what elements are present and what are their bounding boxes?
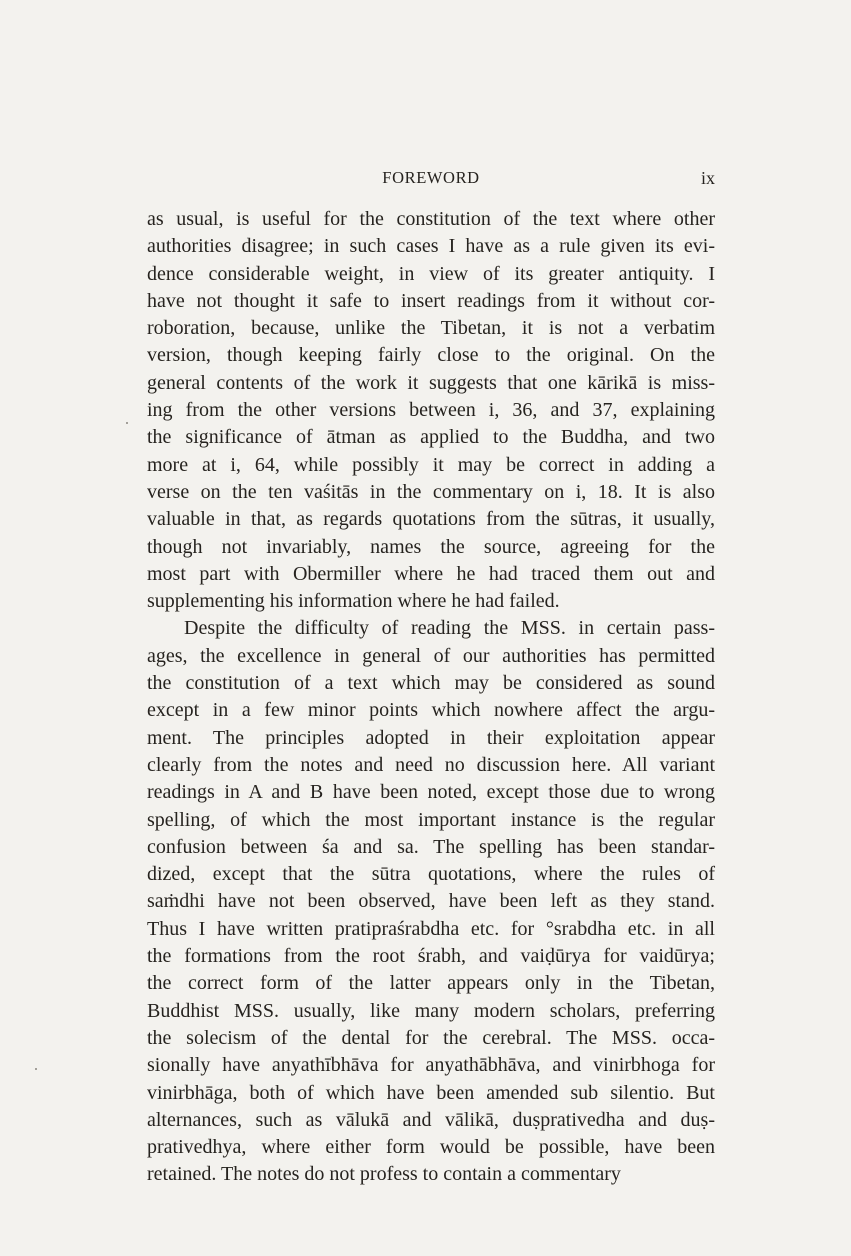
text-line: except in a few minor points which nowhere affect the argu- [147, 699, 715, 722]
text-line: the correct form of the latter appears only in the Tibetan, [147, 972, 715, 995]
text-line: verse on the ten vaśitās in the commentary on i, 18. It is also [147, 480, 715, 503]
text-line: prativedhya, where either form would be possible, have been [147, 1136, 715, 1159]
text-line: authorities disagree; in such cases I have as a rule given its evi- [147, 235, 715, 258]
text-line: readings in A and B have been noted, except those due to wrong [147, 781, 715, 804]
text-line: vinirbhāga, both of which have been amended sub silentio. But [147, 1081, 715, 1104]
page-speck [126, 422, 128, 424]
text-line: version, though keeping fairly close to the original. On the [147, 344, 715, 367]
text-line: ages, the excellence in general of our authorities has permitted [147, 644, 715, 667]
running-head [147, 168, 715, 196]
text-line: clearly from the notes and need no discussion here. All variant [147, 753, 715, 776]
text-line: retained. The notes do not profess to contain a commentary [147, 1163, 621, 1186]
text-line: spelling, of which the most important instance is the regular [147, 808, 715, 831]
text-line: Thus I have written pratipraśrabdha etc. for °srabdha etc. in all [147, 917, 715, 940]
text-line: the solecism of the dental for the cerebral. The MSS. occa- [147, 1026, 715, 1049]
text-line: general contents of the work it suggests that one kārikā is miss- [147, 371, 715, 394]
running-head-title: FOREWORD [382, 168, 480, 187]
text-line: the constitution of a text which may be considered as sound [147, 672, 715, 695]
text-line: dence considerable weight, in view of its greater antiquity. I [147, 262, 715, 285]
text-line: Despite the difficulty of reading the MSS. in certain pass- [184, 617, 715, 640]
text-line: the formations from the root śrabh, and vaiḍūrya for vaidūrya; [147, 945, 715, 968]
text-line: ment. The principles adopted in their exploitation appear [147, 726, 715, 749]
text-line: supplementing his information where he had failed. [147, 590, 560, 613]
text-line: saṁdhi have not been observed, have been left as they stand. [147, 890, 715, 913]
text-line: ing from the other versions between i, 36, and 37, explaining [147, 399, 715, 422]
text-line: Buddhist MSS. usually, like many modern scholars, preferring [147, 999, 715, 1022]
text-line: most part with Obermiller where he had traced them out and [147, 562, 715, 585]
text-line: more at i, 64, while possibly it may be correct in adding a [147, 453, 715, 476]
page-number: ix [700, 168, 715, 188]
text-line: alternances, such as vālukā and vālikā, duṣprativedha and duṣ- [147, 1108, 715, 1131]
text-line: sionally have anyathībhāva for anyathābhāva, and vinirbhoga for [147, 1054, 715, 1077]
text-line: as usual, is useful for the constitution of the text where other [147, 208, 715, 230]
body-text [147, 206, 715, 1189]
text-line: roboration, because, unlike the Tibetan, it is not a verbatim [147, 317, 715, 340]
page-speck [35, 1068, 37, 1070]
text-line: dized, except that the sūtra quotations, where the rules of [147, 863, 715, 886]
text-line: valuable in that, as regards quotations from the sūtras, it usually, [147, 508, 715, 531]
text-line: have not thought it safe to insert readings from it without cor- [147, 289, 715, 312]
text-line: though not invariably, names the source, agreeing for the [147, 535, 715, 558]
text-line: the significance of ātman as applied to the Buddha, and two [147, 426, 715, 449]
text-line: confusion between śa and sa. The spelling has been standar- [147, 835, 715, 858]
